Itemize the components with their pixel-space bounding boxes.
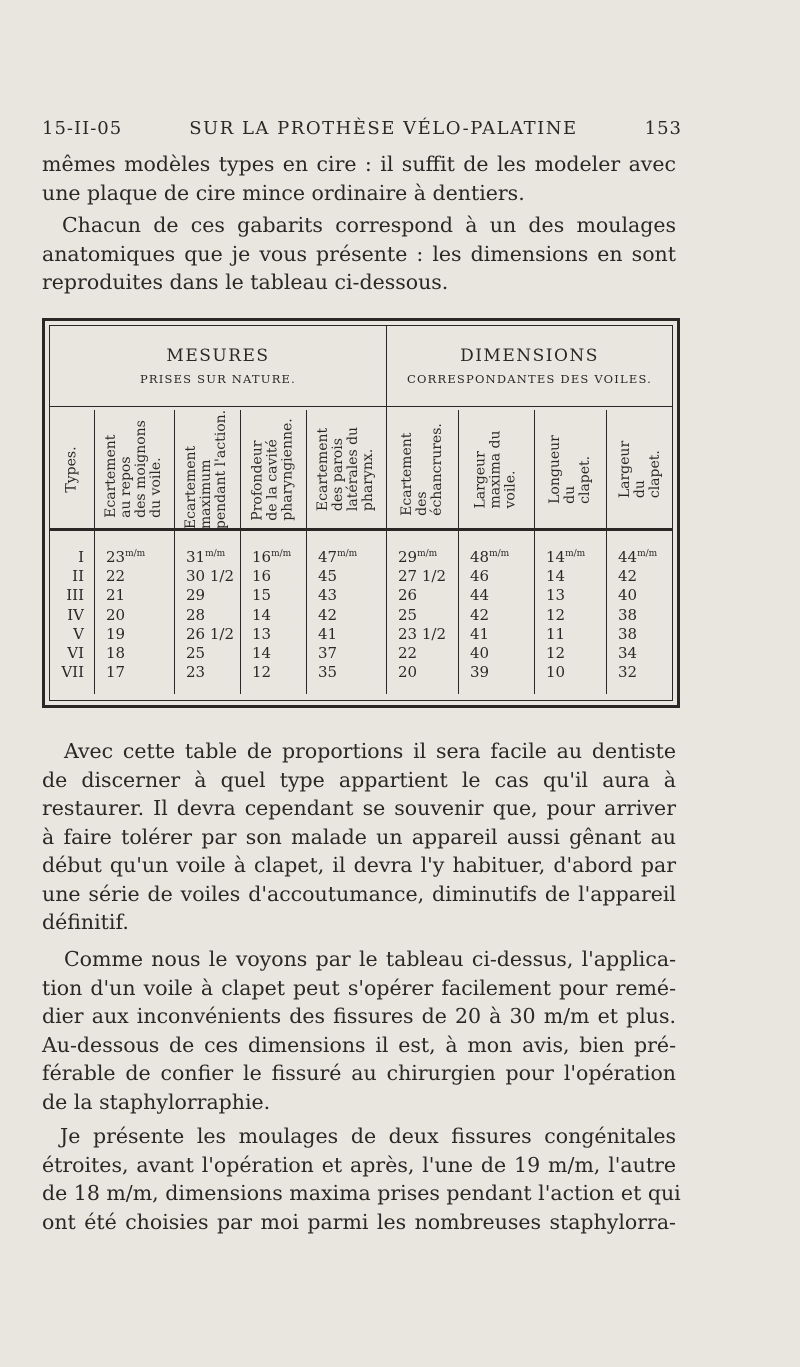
cell-value: 23 [106, 548, 126, 566]
cell-value: 17 [106, 663, 126, 682]
column-header-label: Largeur maxima du voile. [472, 429, 519, 509]
cell-value: 32 [618, 663, 638, 682]
cell-value: 39 [470, 663, 490, 682]
table-cell [318, 625, 337, 643]
text-line: reproduites dans le tableau ci-dessous. [42, 270, 449, 294]
table-cell [318, 663, 337, 681]
table-cell [252, 663, 271, 681]
cell-value: 47 [318, 548, 338, 566]
cell-value: 48 [470, 548, 490, 566]
table-cell [470, 606, 489, 624]
cell-value: IV [67, 605, 84, 624]
cell-value: 31 [186, 548, 206, 566]
cell-value: 34 [618, 644, 638, 662]
table-cell [186, 663, 205, 681]
row-type-label [50, 663, 84, 681]
table-cell [186, 625, 234, 643]
table-cell [186, 567, 234, 585]
table-cell [252, 625, 271, 643]
table-cell [398, 567, 446, 585]
group-subtitle-mesures: PRISES SUR NATURE. [139, 372, 297, 386]
column-header-label: Types. [63, 445, 80, 493]
table-cell [106, 663, 125, 681]
row-type-label [50, 644, 84, 662]
cell-value: 12 [546, 644, 566, 662]
unit-label: m/m [489, 549, 510, 559]
column-header [240, 410, 306, 528]
table-cell [470, 567, 489, 585]
unit-label: m/m [271, 549, 292, 559]
table-cell [546, 644, 565, 662]
unit-label: m/m [337, 549, 358, 559]
table-cell [546, 567, 565, 585]
unit-label: m/m [565, 549, 586, 559]
text-line: ont été choisies par moi parmi les nombreuses staphylorra- [42, 1209, 676, 1234]
column-rule [458, 410, 459, 694]
column-header [606, 410, 676, 528]
text-line: Au-dessous de ces dimensions il est, à mon avis, bien pré- [42, 1032, 676, 1057]
row-type-label [50, 625, 84, 643]
cell-value: 44 [470, 586, 490, 605]
cell-value: 13 [546, 586, 566, 605]
cell-value: 35 [318, 663, 338, 682]
text-line: de discerner à quel type appartient le cas qu'il aura à [42, 767, 676, 792]
table-cell [186, 548, 225, 566]
table-cell [470, 625, 489, 643]
cell-value: 42 [470, 605, 490, 624]
cell-value: 38 [618, 624, 638, 643]
cell-value: 44 [618, 548, 638, 566]
unit-label: m/m [637, 549, 658, 559]
paragraph-2 [42, 211, 676, 297]
table-cell [398, 663, 417, 681]
cell-value: 25 [186, 644, 206, 662]
group-header-mesures [50, 326, 386, 404]
table-cell [318, 548, 357, 566]
text-line: Chacun de ces gabarits correspond à un des moulages [62, 213, 676, 237]
cell-value: 19 [106, 624, 126, 643]
table-cell [106, 644, 125, 662]
header-title: SUR LA PROTHÈSE VÉLO-PALATINE [189, 118, 578, 139]
cell-value: 11 [546, 624, 566, 643]
row-type-label [50, 586, 84, 604]
cell-value: 29 [398, 548, 418, 566]
text-line: à faire tolérer par son malade un appareil aussi gênant au [42, 824, 676, 849]
column-header [458, 410, 534, 528]
table-cell [398, 586, 417, 604]
cell-value: V [73, 624, 84, 643]
table-cell [618, 644, 637, 662]
cell-value: III [66, 586, 84, 605]
cell-value: 45 [318, 567, 338, 586]
text-line: Je présente les moulages de deux fissures congénitales [60, 1124, 676, 1148]
column-header [534, 410, 606, 528]
table-cell [470, 663, 489, 681]
column-header-label: Ecartement au repos des moignons du voile. [103, 420, 165, 518]
cell-value: 42 [618, 567, 638, 586]
table-cell [252, 586, 271, 604]
cell-value: 37 [318, 644, 338, 662]
table-cell [106, 606, 125, 624]
text-line: restaurer. Il devra cependant se souvenir que, pour arriver [42, 796, 676, 820]
text-line: de la staphylorraphie. [42, 1089, 271, 1114]
table-cell [318, 567, 337, 585]
cell-value: I [78, 548, 84, 566]
table-cell [186, 586, 205, 604]
cell-value: 13 [252, 624, 272, 643]
column-header [94, 410, 174, 528]
table-cell [186, 644, 205, 662]
running-header [42, 118, 682, 139]
table-cell [186, 606, 205, 624]
cell-value: 12 [546, 605, 566, 624]
text-line: définitif. [42, 910, 129, 934]
cell-value: 42 [318, 605, 338, 624]
text-line: férable de confier le fissuré au chirurgien pour l'opération [42, 1061, 676, 1085]
unit-label: m/m [417, 549, 438, 559]
cell-value: 23 [186, 663, 206, 682]
cell-value: 29 [186, 586, 206, 605]
table-cell [106, 586, 125, 604]
text-line: début qu'un voile à clapet, il devra l'y habituer, d'abord par [42, 853, 676, 877]
cell-value: 16 [252, 548, 272, 566]
table-cell [546, 606, 565, 624]
row-type-label [50, 567, 84, 585]
cell-value: 20 [106, 605, 126, 624]
cell-value: 30 1/2 [186, 567, 234, 586]
paragraph-1 [42, 150, 676, 207]
cell-value: 21 [106, 586, 126, 605]
table-cell [470, 644, 489, 662]
table-cell [318, 644, 337, 662]
cell-value: 23 1/2 [398, 624, 446, 643]
table-cell [470, 548, 509, 566]
table-cell [618, 606, 637, 624]
cell-value: 25 [398, 605, 418, 624]
group-title-mesures: MESURES [166, 346, 270, 366]
cell-value: 14 [546, 548, 566, 566]
cell-value: 41 [470, 624, 490, 643]
table-cell [252, 606, 271, 624]
table-cell [106, 625, 125, 643]
cell-value: 38 [618, 605, 638, 624]
column-header-label: Ecartement des échancrures. [398, 422, 445, 516]
text-line: Avec cette table de proportions il sera facile au dentiste [64, 739, 676, 763]
column-header-label: Longueur du clapet. [546, 434, 593, 504]
cell-value: 22 [106, 567, 126, 586]
column-header-label: Profondeur de la cavité pharyngienne. [249, 417, 296, 521]
cell-value: VI [67, 644, 84, 662]
text-line: de 18 m/m, dimensions maxima prises pendant l'action et qui [42, 1181, 681, 1205]
cell-value: 22 [398, 644, 418, 662]
cell-value: II [72, 567, 84, 586]
cell-value: 40 [470, 644, 490, 662]
text-line: Comme nous le voyons par le tableau ci-dessus, l'applica- [64, 947, 676, 971]
cell-value: 15 [252, 586, 272, 605]
row-type-label [50, 606, 84, 624]
cell-value: 40 [618, 586, 638, 605]
text-line: étroites, avant l'opération et après, l'une de 19 m/m, l'autre [42, 1152, 676, 1177]
unit-label: m/m [125, 549, 146, 559]
column-header [50, 410, 94, 528]
paragraph-4 [42, 945, 676, 1116]
cell-value: 26 1/2 [186, 624, 234, 643]
cell-value: 14 [252, 605, 272, 624]
column-rule [306, 410, 307, 694]
text-line: une plaque de cire mince ordinaire à dentiers. [42, 180, 525, 205]
table-cell [318, 606, 337, 624]
table-cell [318, 586, 337, 604]
table-cell [470, 586, 489, 604]
text-line: tion d'un voile à clapet peut s'opérer facilement pour remé- [42, 975, 676, 1000]
paragraph-5 [42, 1122, 681, 1236]
table-cell [546, 548, 585, 566]
column-header [386, 410, 458, 528]
column-header-label: Largeur du clapet. [617, 440, 664, 498]
table-cell [252, 567, 271, 585]
cell-value: 10 [546, 663, 566, 682]
text-line: anatomiques que je vous présente : les dimensions en sont [42, 241, 676, 266]
table-cell [546, 625, 565, 643]
text-line: une série de voiles d'accoutumance, diminutifs de l'appareil [42, 881, 676, 906]
column-rule [94, 410, 95, 694]
table-cell [398, 644, 417, 662]
column-rule [174, 410, 175, 694]
column-rule [534, 410, 535, 694]
cell-value: 14 [252, 644, 272, 662]
table-cell [618, 548, 657, 566]
column-header [306, 410, 386, 528]
table-cell [618, 567, 637, 585]
dimensions-table [42, 318, 680, 708]
page-number: 153 [644, 118, 682, 139]
cell-value: 18 [106, 644, 126, 662]
column-header-label: Ecartement des parois latérales du pharynx. [315, 426, 376, 512]
table-cell [618, 625, 637, 643]
table-cell [618, 586, 637, 604]
column-header [174, 410, 240, 528]
column-rule [606, 410, 607, 694]
cell-value: VII [61, 663, 84, 682]
cell-value: 27 1/2 [398, 567, 446, 586]
header-date: 15-II-05 [42, 118, 123, 139]
paragraph-3 [42, 737, 676, 937]
group-subtitle-dimensions: CORRESPONDANTES DES VOILES. [406, 372, 652, 386]
row-type-label [50, 548, 84, 566]
cell-value: 46 [470, 567, 490, 586]
cell-value: 16 [252, 567, 272, 586]
unit-label: m/m [205, 549, 226, 559]
table-cell [106, 548, 145, 566]
cell-value: 26 [398, 586, 418, 605]
group-title-dimensions: DIMENSIONS [460, 346, 599, 366]
cell-value: 14 [546, 567, 566, 586]
table-cell [546, 663, 565, 681]
text-line: dier aux inconvénients des fissures de 20 à 30 m/m et plus. [42, 1004, 676, 1028]
cell-value: 28 [186, 605, 206, 624]
table-cell [618, 663, 637, 681]
header-bottom-rule [50, 528, 672, 531]
cell-value: 43 [318, 586, 338, 605]
table-cell [398, 625, 446, 643]
table-cell [546, 586, 565, 604]
column-rule [240, 410, 241, 694]
header-rule [50, 406, 672, 407]
cell-value: 41 [318, 624, 338, 643]
cell-value: 20 [398, 663, 418, 682]
table-cell [252, 644, 271, 662]
column-header-label: Ecartement maximum pendant l'action. [183, 409, 230, 529]
table-frame [49, 325, 673, 701]
table-cell [106, 567, 125, 585]
table-cell [398, 606, 417, 624]
text-line: mêmes modèles types en cire : il suffit de les modeler avec [42, 152, 676, 176]
cell-value: 12 [252, 663, 272, 682]
group-header-dimensions [387, 326, 672, 404]
table-cell [398, 548, 437, 566]
table-cell [252, 548, 291, 566]
